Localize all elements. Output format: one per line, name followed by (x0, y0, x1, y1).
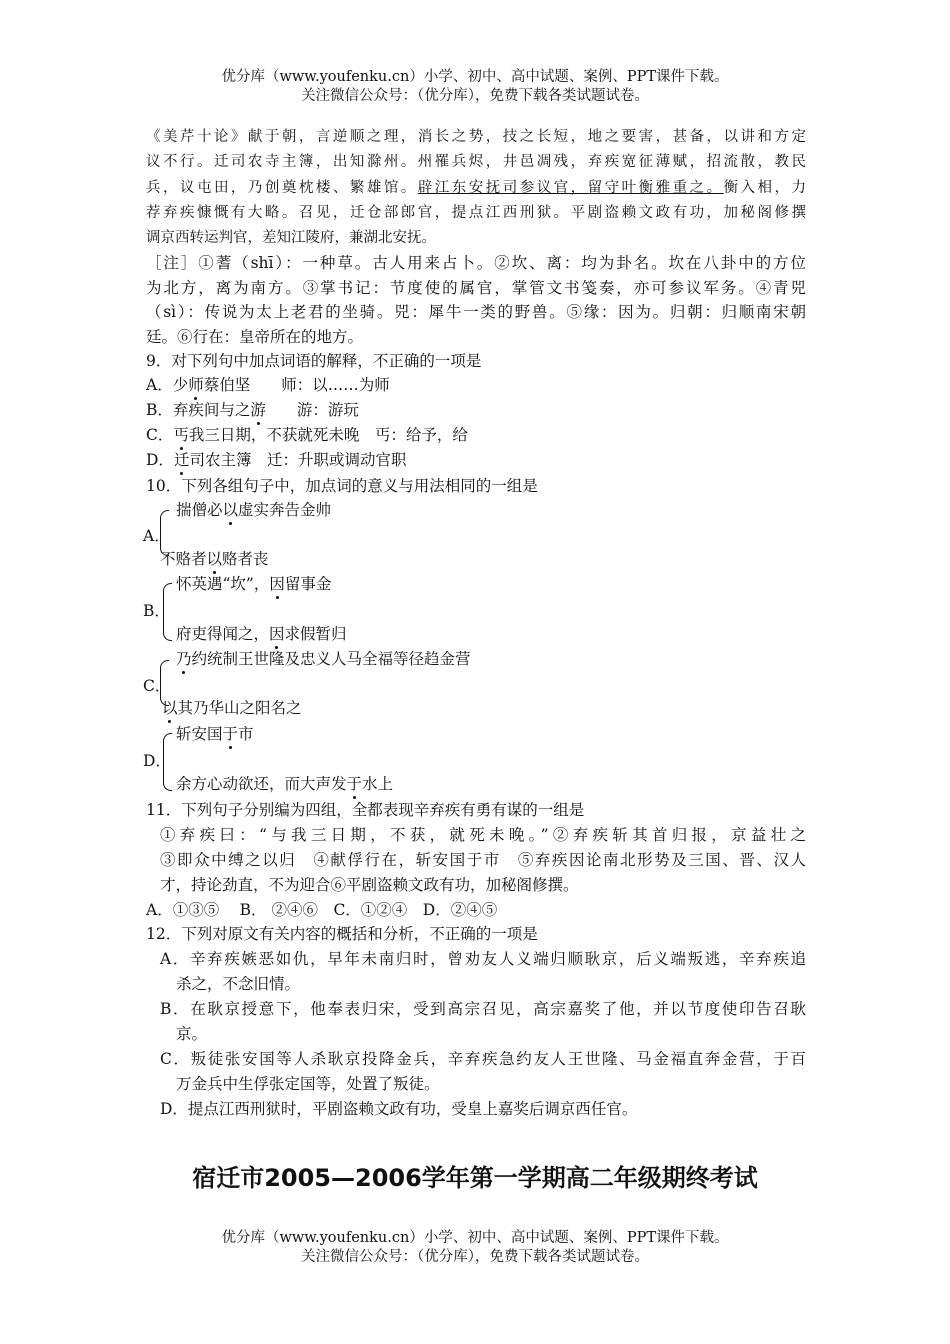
q10-stem: 10．下列各组句子中，加点词的意义与用法相同的一组是 (146, 477, 538, 495)
q10-d-line-2: 余方心动欲还，而大声发于水上 (176, 775, 394, 793)
passage-line-4: 荐弃疾慷慨有大略。召见，迁仓部郎官，提点江西刑狱。平剧盗赖文政有功，加秘阁修撰 (146, 205, 806, 221)
underlined-sentence: 辟江东安抚司参议官，留守叶衡雅重之。 (417, 180, 724, 196)
q10-c-line-2: 以其乃华山之阳名之 (162, 699, 302, 717)
q9-option-d: D．迁司农主簿 迁：升职或调动官职 (146, 451, 407, 469)
q12-stem: 12．下列对原文有关内容的概括和分析，不正确的一项是 (146, 925, 538, 943)
passage-line-2: 议不行。迁司农寺主簿，出知滁州。州罹兵烬，井邑凋残，弃疾宽征薄赋，招流散，教民 (146, 154, 806, 170)
q10-label-a: A． (143, 527, 170, 545)
q9-option-b: B．弃疾间与之游 游：游玩 (146, 401, 359, 419)
dotted-char: 乃 (176, 650, 192, 668)
q9-option-a: A．少师蔡伯坚 师：以……为师 (146, 376, 390, 394)
q11-line-3: 才，持论劲直，不为迎合⑥平剧盗赖文政有功，加秘阁修撰。 (160, 876, 579, 894)
dotted-char: 以 (206, 550, 223, 568)
note-line-4: 廷。⑥行在：皇帝所在的地方。 (146, 328, 364, 346)
dotted-char: 于 (222, 725, 239, 743)
dotted-char: 丐 (173, 426, 189, 444)
q12-option-c-line-1: C．叛徒张安国等人杀耿京投降金兵，辛弃疾急约友人王世隆、马金福直奔金营，于百 (160, 1050, 806, 1068)
q11-line-2: ③即众中缚之以归 ④献俘行在，斩安国于市 ⑤弃疾因论南北形势及三国、晋、汉人 (160, 851, 806, 869)
header-line-2: 关注微信公众号：（优分库），免费下载各类试题试卷。 (301, 88, 649, 104)
dotted-char: 师 (188, 376, 204, 394)
dotted-char: 以 (162, 699, 178, 717)
header-line-1: 优分库（www.youfenku.cn）小学、初中、高中试题、案例、PPT课件下载。 (221, 69, 729, 85)
footer-line-1: 优分库（www.youfenku.cn）小学、初中、高中试题、案例、PPT课件下载。 (221, 1230, 729, 1246)
q12-option-c-line-2: 万金兵中生俘张定国等，处置了叛徒。 (176, 1075, 440, 1093)
q11-stem: 11．下列句子分别编为四组，全都表现辛弃疾有勇有谋的一组是 (146, 801, 585, 819)
q10-c-line-1: 乃约统制王世隆及忠义人马全福等径趋金营 (176, 650, 471, 668)
q9-option-c: C．丐我三日期，不获就死未晚 丐：给予，给 (146, 426, 468, 444)
q10-a-line-1: 揣僧必以虚实奔告金帅 (176, 501, 332, 519)
q10-label-d: D． (143, 752, 171, 770)
q9-stem: 9．对下列句中加点词语的解释，不正确的一项是 (146, 352, 482, 370)
q10-b-line-1: 怀英遇“坎”，因留事金 (176, 575, 332, 593)
q12-option-b-line-2: 京。 (176, 1025, 208, 1043)
page-header (0, 68, 950, 106)
q10-label-c: C． (143, 677, 171, 695)
passage-line-3-c: 衡入相，力 (723, 180, 807, 196)
note-line-2: 为北方，离为南方。③掌书记：节度使的属官，掌管文书笺奏，亦可参议军务。④青兕 (146, 279, 806, 297)
note-line-1: ［注］①蓍（shī）：一种草。古人用来占卜。②坎、离：均为卦名。坎在八卦中的方位 (146, 254, 806, 272)
passage-line-3-a: 兵，议屯田，乃创奠枕楼、繁雄馆。 (146, 180, 418, 196)
dotted-char: 因 (269, 575, 285, 593)
q10-a-line-2: 不赂者以赂者丧 (160, 550, 269, 568)
note-line-3: （sì）：传说为太上老君的坐骑。兕：犀牛一类的野兽。⑤缘：因为。归朝：归顺南宋朝 (146, 303, 806, 321)
dotted-char: 于 (346, 775, 363, 793)
q11-line-1: ①弃疾曰：“与我三日期，不获，就死未晚。”②弃疾斩其首归报，京益壮之 (160, 826, 806, 844)
passage-line-5: 调京西转运判官，差知江陵府，兼湖北安抚。 (146, 230, 436, 246)
dotted-char: 游 (250, 401, 266, 419)
q11-options: A．①③⑤ B． ②④⑥ C．①②④ D．②④⑤ (146, 901, 498, 919)
dotted-char: 迁 (173, 451, 190, 469)
passage-line-1: 《美芹十论》献于朝，言逆顺之理，消长之势，技之长短，地之要害，甚备，以讲和方定 (146, 129, 806, 145)
q10-label-b: B． (143, 602, 170, 620)
exam-title: 宿迁市2005—2006学年第一学期高二年级期终考试 (192, 1164, 758, 1192)
q12-option-d: D．提点江西刑狱时，平剧盗赖文政有功，受皇上嘉奖后调京西任官。 (160, 1100, 638, 1118)
passage-line-3 (146, 178, 806, 198)
q12-option-a-line-2: 杀之，不念旧情。 (176, 975, 301, 993)
q10-d-line-1: 斩安国于市 (176, 725, 254, 743)
q10-b-line-2: 府吏得闻之，因求假暂归 (176, 625, 347, 643)
q12-option-a-line-1: A．辛弃疾嫉恶如仇，早年未南归时，曾劝友人义端归顺耿京，后义端叛逃，辛弃疾追 (160, 950, 806, 968)
page-footer (0, 1229, 950, 1267)
footer-line-2: 关注微信公众号：（优分库），免费下载各类试题试卷。 (301, 1249, 649, 1265)
dotted-char: 因 (269, 625, 285, 643)
dotted-char: 以 (222, 501, 239, 519)
q12-option-b-line-1: B．在耿京授意下，他奉表归宋，受到高宗召见，高宗嘉奖了他，并以节度使印告召耿 (160, 1000, 806, 1018)
